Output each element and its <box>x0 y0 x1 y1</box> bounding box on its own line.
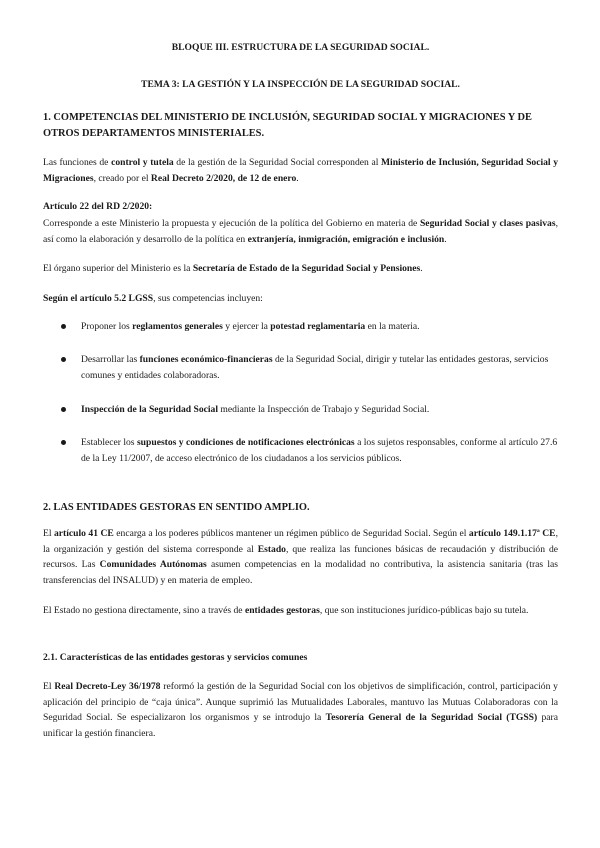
list-item: Inspección de la Seguridad Social mediante la Inspección de Trabajo y Seguridad Social. <box>81 404 430 415</box>
block-title: BLOQUE III. ESTRUCTURA DE LA SEGURIDAD SOCIAL. <box>171 42 430 53</box>
list-item: Establecer los supuestos y condiciones de notificaciones electrónicas a los sujetos responsables, conforme al artículo 27.6 de la Ley 11/2007, de acceso electrónico de los ciudadanos a los servicios públicos. <box>81 437 558 464</box>
section2-paragraph-2: El Estado no gestiona directamente, sino a través de entidades gestoras, que son instituciones jurídico-públicas bajo su tutela. <box>43 605 529 616</box>
bullet-dot <box>60 323 67 330</box>
bullet-dot <box>60 439 67 446</box>
list-item: Proponer los reglamentos generales y ejercer la potestad reglamentaria en la materia. <box>81 321 420 332</box>
section2-paragraph-1: El artículo 41 CE encarga a los poderes públicos mantener un régimen público de Seguridad Social. Según el artículo 149.1.17ª CE, la organización y gestión del sistema corresponde al Estado, que realiza las funciones básicas de recaudación y distribución de recursos. Las Comunidades Autónomas asumen competencias en la modalidad no contributiva, la asistencia sanitaria (tras las transferencias del INSALUD) y en materia de empleo. <box>43 528 559 586</box>
list-item: Desarrollar las funciones económico-financieras de la Seguridad Social, dirigir y tutelar las entidades gestoras, servicios comunes y entidades colaboradoras. <box>81 354 549 381</box>
section2-paragraph-3: El Real Decreto-Ley 36/1978 reformó la gestión de la Seguridad Social con los objetivos de simplificación, control, participación y aplicación del principio de “caja única”. Aunque suprimió las Mutualidades Laborales, mantuvo las Mutuas Colaboradoras con la Seguridad Social. Se especializaron los organismos y se introdujo la Tesorería General de la Seguridad Social (TGSS) para unificar la gestión financiera. <box>43 681 558 739</box>
bullet-dot <box>60 406 67 413</box>
section1-heading: 1. COMPETENCIAS DEL MINISTERIO DE INCLUSIÓN, SEGURIDAD SOCIAL Y MIGRACIONES Y DE OTROS DEPARTAMENTOS MINISTERIALES. <box>43 112 532 139</box>
topic-title: TEMA 3: LA GESTIÓN Y LA INSPECCIÓN DE LA SEGURIDAD SOCIAL. <box>141 79 460 90</box>
subsection-heading: 2.1. Características de las entidades gestoras y servicios comunes <box>43 652 308 663</box>
section1-paragraph-2: El órgano superior del Ministerio es la Secretaría de Estado de la Seguridad Social y Pensiones. <box>43 263 423 274</box>
section2-heading: 2. LAS ENTIDADES GESTORAS EN SENTIDO AMPLIO. <box>43 502 310 513</box>
article-22-title: Artículo 22 del RD 2/2020: <box>43 201 153 212</box>
bullet-dot <box>60 356 67 363</box>
section1-paragraph-3: Según el artículo 5.2 LGSS, sus competencias incluyen: <box>43 293 263 304</box>
article-22-text: Corresponde a este Ministerio la propuesta y ejecución de la política del Gobierno en materia de Seguridad Social y clases pasivas, así como la elaboración y desarrollo de la política en extranjería, inmigración, emigración e inclusión. <box>43 218 558 245</box>
section1-paragraph-1: Las funciones de control y tutela de la gestión de la Seguridad Social corresponden al Ministerio de Inclusión, Seguridad Social y Migraciones, creado por el Real Decreto 2/2020, de 12 de enero. <box>43 157 558 184</box>
